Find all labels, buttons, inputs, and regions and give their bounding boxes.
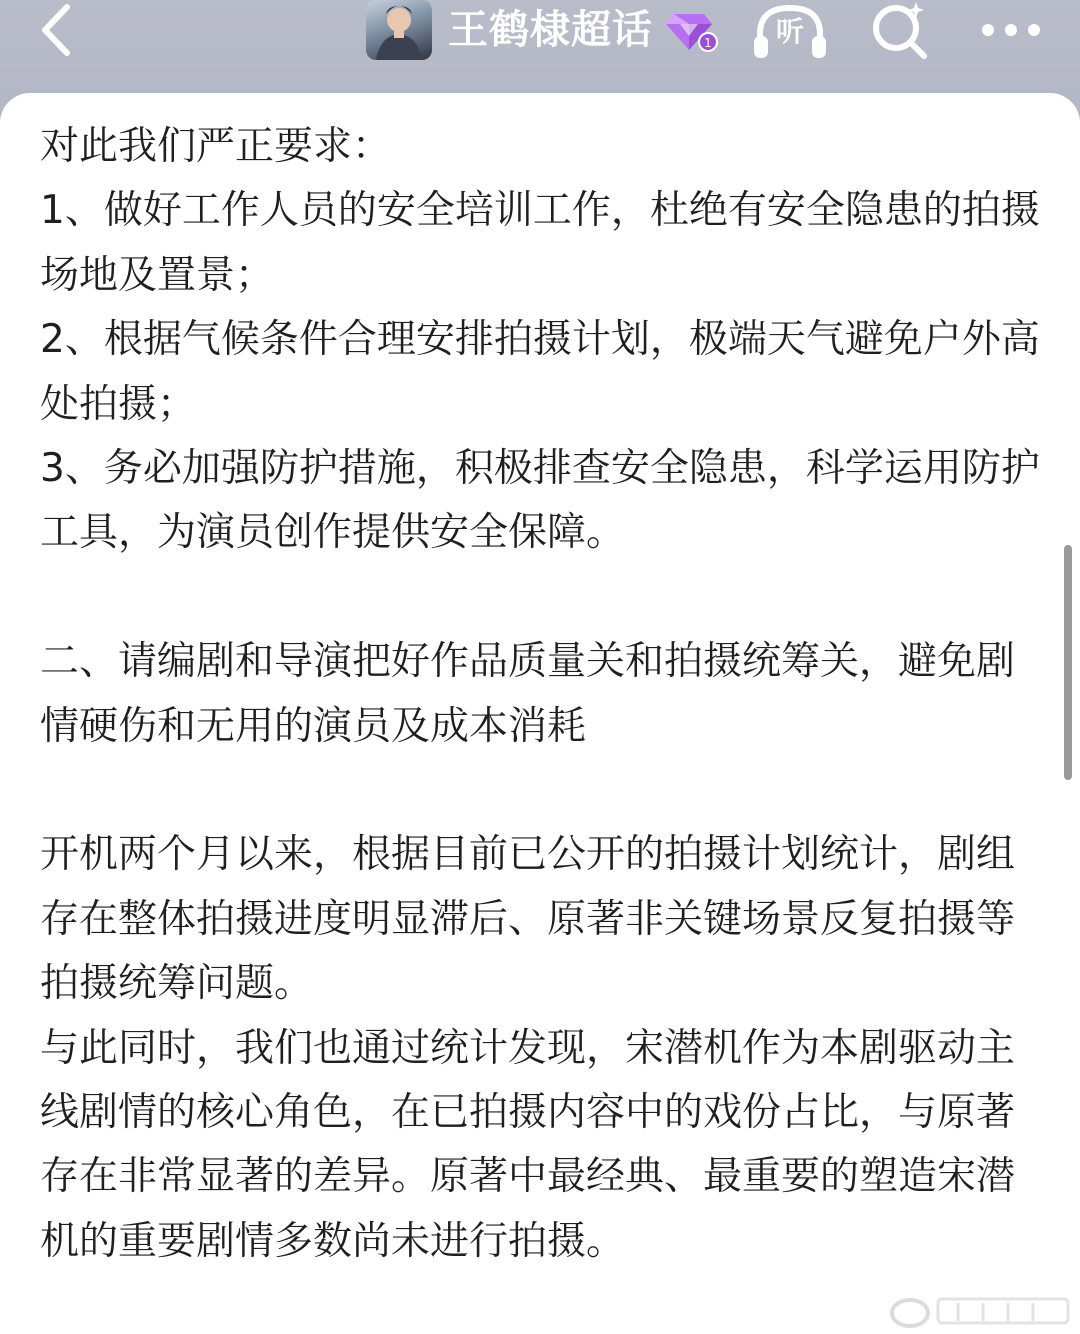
back-button[interactable] [30,0,80,60]
post-paragraph: 对此我们严正要求： [40,124,392,169]
paragraph-gap [40,566,1040,630]
post-body [40,115,1040,1274]
search-icon [866,0,934,62]
search-button[interactable] [866,0,934,62]
paragraph-gap [40,759,1040,823]
post-paragraph: 与此同时，我们也通过统计发现，宋潜机作为本剧驱动主线剧情的核心角色，在已拍摄内容中的戏份占比，与原著存在非常显著的差异。原著中最经典、最重要的塑造宋潜机的重要剧情多数尚未进行拍摄。 [40,1025,1016,1264]
post-paragraph: 二、请编剧和导演把好作品质量关和拍摄统筹关，避免剧情硬伤和无用的演员及成本消耗 [40,639,1016,749]
svg-text:1: 1 [704,36,712,50]
page-title: 王鹤棣超话 [448,7,653,53]
scrollbar[interactable] [1064,545,1072,780]
avatar[interactable] [366,0,432,60]
post-paragraph: 开机两个月以来，根据目前已公开的拍摄计划统计，剧组存在整体拍摄进度明显滞后、原著非关键场景反复拍摄等拍摄统筹问题。 [40,832,1016,1007]
post-paragraph: 3、务必加强防护措施，积极排查安全隐患，科学运用防护工具，为演员创作提供安全保障。 [40,446,1040,556]
listen-button[interactable] [750,0,830,62]
listen-label: 听 [775,15,804,48]
diamond-level-icon [666,10,718,54]
chevron-left-icon [37,3,73,57]
avatar-photo [366,0,432,60]
watermark [888,1293,1074,1329]
more-button[interactable] [976,8,1046,52]
more-horizontal-icon [976,8,1046,52]
post-paragraph: 2、根据气候条件合理安排拍摄计划，极端天气避免户外高处拍摄； [40,317,1040,427]
post-paragraph: 1、做好工作人员的安全培训工作，杜绝有安全隐患的拍摄场地及置景； [40,188,1040,298]
